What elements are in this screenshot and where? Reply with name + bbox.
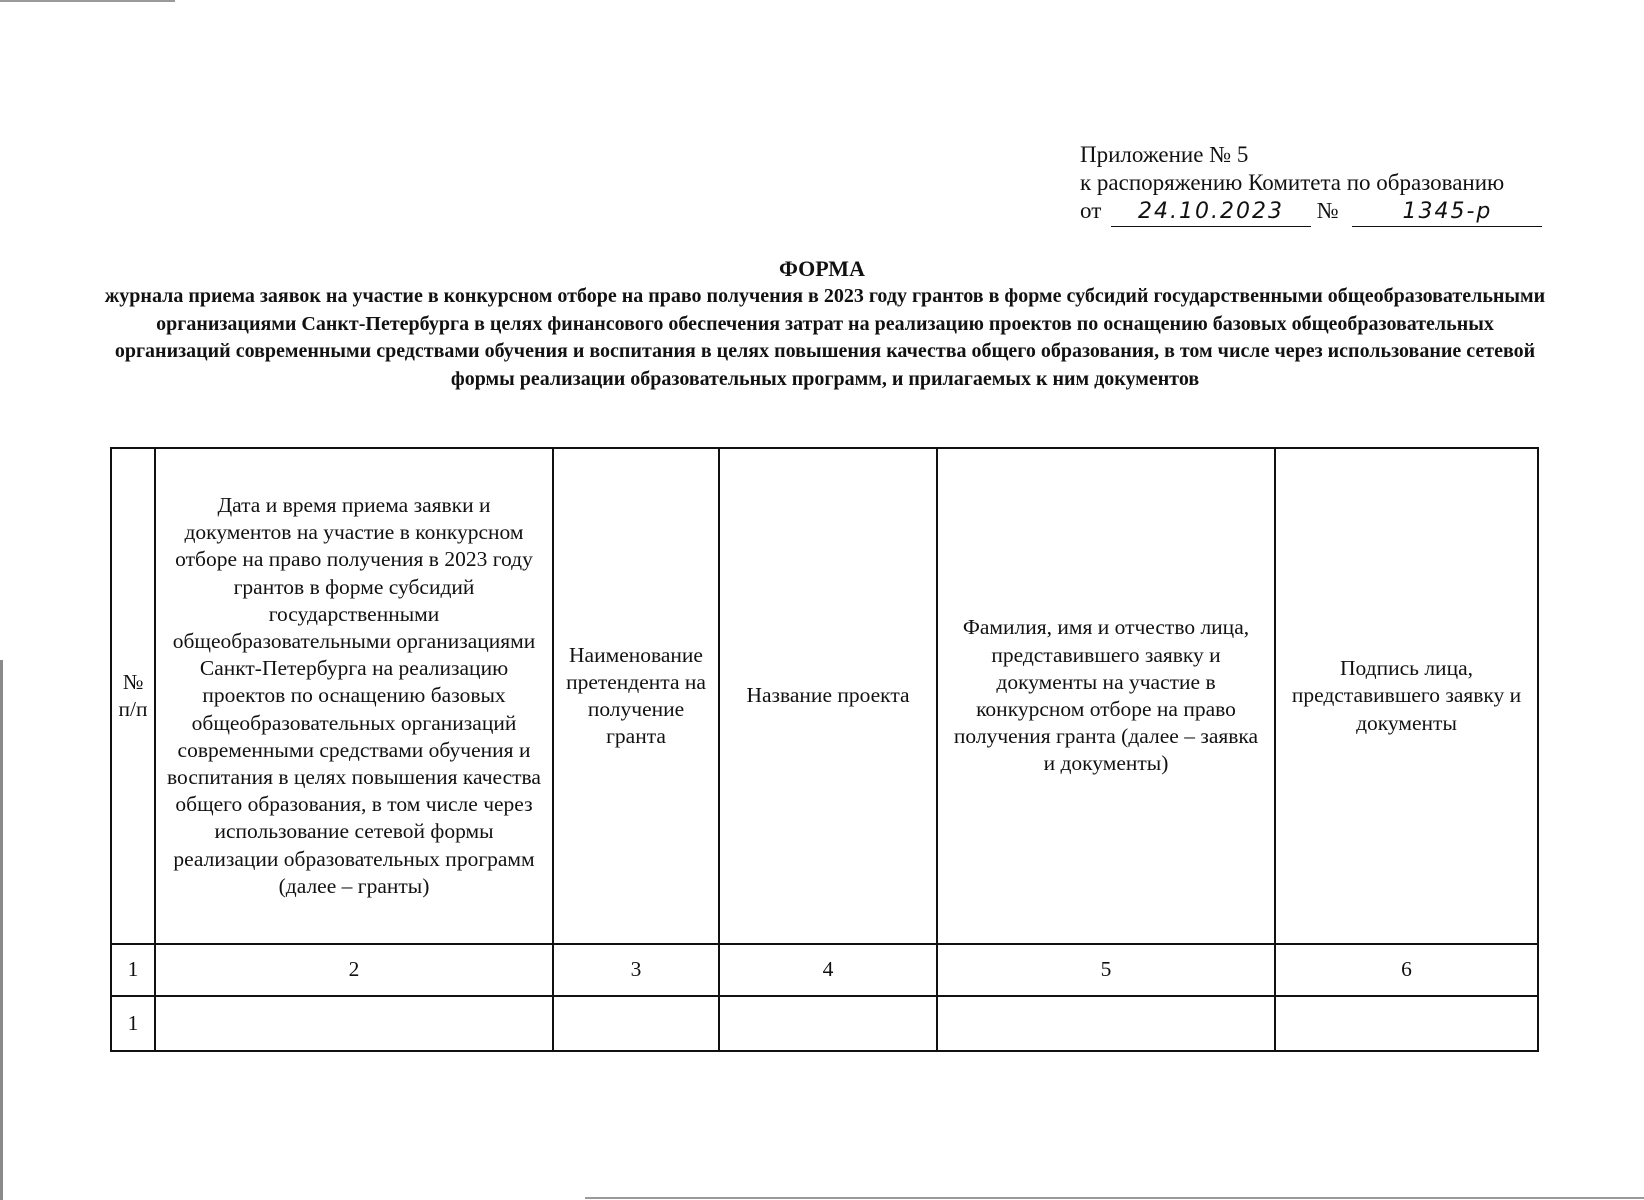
column-number: 4 [719,944,937,996]
column-number: 2 [155,944,553,996]
appendix-block [1080,141,1542,227]
form-subtitle: журнала приема заявок на участие в конкурсном отборе на право получения в 2023 году грантов в форме субсидий государственными общеобразовательными организациями Санкт-Петербурга в целях финансового обеспечения затрат на реализацию проектов по оснащению базовых общеобразовательных организаций современными средствами обучения и воспитания в целях повышения качества общего образования, в том числе через использование сетевой формы реализации образовательных программ, и прилагаемых к ним документов [104,285,1546,390]
appendix-date-line [1080,197,1542,227]
column-number-row [111,944,1538,996]
number-label: № [1316,198,1339,223]
header-applicant-name: Наименование претендента на получение гранта [553,448,719,944]
date-time-cell [155,996,553,1051]
appendix-reference: к распоряжению Комитета по образованию [1080,170,1505,195]
column-number: 1 [111,944,155,996]
header-number: № п/п [111,448,155,944]
appendix-number: Приложение № 5 [1080,142,1249,167]
applicant-cell [553,996,719,1051]
signature-cell [1275,996,1538,1051]
journal-table [110,447,1539,1052]
representative-cell [937,996,1275,1051]
scan-edge-bottom [585,1197,1644,1199]
scan-edge-left [0,660,3,1200]
header-signature: Подпись лица, представившего заявку и документы [1275,448,1538,944]
project-cell [719,996,937,1051]
table-row [111,996,1538,1051]
column-number: 3 [553,944,719,996]
header-date-time: Дата и время приема заявки и документов на участие в конкурсном отборе на право получения в 2023 году грантов в форме субсидий государственными общеобразовательными организациями Санкт-Петербурга на реализацию проектов по оснащению базовых общеобразовательных организаций современными средствами обучения и воспитания в целях повышения качества общего образования, в том числе через использование сетевой формы реализации образовательных программ (далее – гранты) [155,448,553,944]
table-header-row [111,448,1538,944]
handwritten-date: 24.10.2023 [1111,198,1311,227]
form-title: ФОРМА [779,256,865,281]
column-number: 6 [1275,944,1538,996]
row-number-cell: 1 [111,996,155,1051]
handwritten-number: 1345-р [1352,198,1542,227]
ot-label: от [1080,198,1102,223]
column-number: 5 [937,944,1275,996]
header-representative-name: Фамилия, имя и отчество лица, представившего заявку и документы на участие в конкурсном отборе на право получения гранта (далее – заявка и документы) [937,448,1275,944]
header-project-name: Название проекта [719,448,937,944]
scan-edge-top [0,0,175,2]
